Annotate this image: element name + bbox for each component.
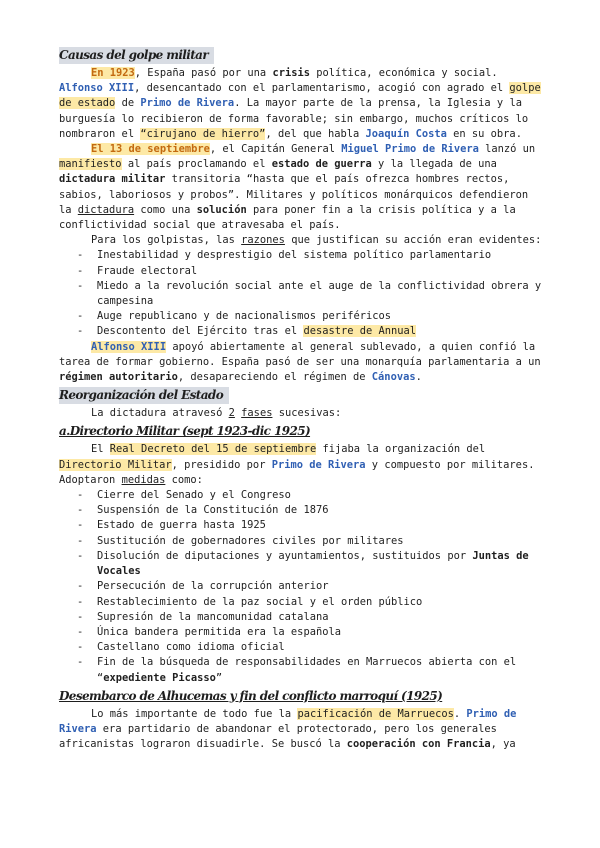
list-item: - Única bandera permitida era la española — [59, 625, 545, 640]
list-item: - Miedo a la revolución social ante el auge de la conflictividad obrera y campesina — [59, 279, 545, 309]
list-item: - Inestabilidad y desprestigio del sistema político parlamentario — [59, 248, 545, 263]
list-item: - Auge republicano y de nacionalismos periféricos — [59, 309, 545, 324]
paragraph-fases: La dictadura atravesó 2 fases sucesivas: — [91, 407, 342, 420]
list-item: - Fraude electoral — [59, 264, 545, 279]
paragraph-real-decreto: El Real Decreto del 15 de septiembre fijaba la organización del Directorio Militar, presidido por Primo de Rivera y compuesto por militares. Adoptaron medidas como: — [59, 443, 535, 486]
cirujano-de-hierro: “cirujano de hierro” — [140, 127, 266, 140]
list-item: - Restablecimiento de la paz social y el orden público — [59, 595, 545, 610]
primo-de-rivera: Primo de Rivera — [59, 707, 517, 735]
paragraph-pacificacion: Lo más importante de todo fue la pacificación de Marruecos. Primo de Rivera era partidario de abandonar el protectorado, pero los generales africanistas lograron disuadirle. Se buscó la cooperación con Francia, ya — [59, 707, 517, 751]
year-1923: En 1923 — [91, 67, 135, 79]
joaquin-costa: Joaquín Costa — [365, 127, 447, 140]
heading-causas: Causas del golpe militar — [59, 47, 214, 64]
alfonso-xiii: Alfonso XIII — [59, 82, 135, 95]
list-item: - Disolución de diputaciones y ayuntamientos, sustituidos por Juntas de Vocales — [59, 549, 545, 579]
date-13-sept: El 13 de septiembre — [91, 143, 210, 156]
list-item: - Cierre del Senado y el Congreso — [59, 488, 545, 503]
paragraph-1923: En 1923, España pasó por una crisis política, económica y social. Alfonso XIII, desencantado con el parlamentarismo, acogió con agrado el golpe de estado de Primo de Rivera. La mayor parte de la prensa, la Iglesia y la burguesía lo recibieron de forma favorable; sin embargo, muchos críticos lo nombraron el “cirujano de hierro”, del que habla Joaquín Costa en su obra. — [59, 67, 541, 140]
primo-de-rivera: Primo de Rivera — [140, 97, 235, 110]
list-item: - Descontento del Ejército tras el desastre de Annual — [59, 324, 545, 339]
paragraph-alfonso-apoyo: Alfonso XIII apoyó abiertamente al general sublevado, a quien confió la tarea de formar gobierno. España pasó de ser una monarquía parlamentaria a un régimen autoritario, desapareciendo el régimen de Cánovas. — [59, 340, 541, 384]
real-decreto: Real Decreto del 15 de septiembre — [109, 443, 317, 456]
desastre-de-annual: desastre de Annual — [303, 325, 417, 338]
reasons-list — [59, 248, 545, 339]
subheading-directorio-militar: a.Directorio Militar (sept 1923-dic 1925) — [59, 424, 311, 439]
primo-de-rivera: Primo de Rivera — [271, 458, 366, 471]
list-item: - Supresión de la mancomunidad catalana — [59, 610, 545, 625]
list-item: - Fin de la búsqueda de responsabilidades en Marruecos abierta con el “expediente Picasso” — [59, 655, 545, 685]
list-item: - Sustitución de gobernadores civiles por militares — [59, 534, 545, 549]
list-item: - Castellano como idioma oficial — [59, 640, 545, 655]
heading-reorganizacion: Reorganización del Estado — [59, 387, 229, 404]
miguel-primo-de-rivera: Miguel Primo de Rivera — [341, 143, 479, 156]
manifiesto: manifiesto — [59, 158, 122, 171]
paragraph-razones: Para los golpistas, las razones que justifican su acción eran evidentes: — [91, 234, 542, 247]
measures-list — [59, 488, 545, 686]
list-item: - Suspensión de la Constitución de 1876 — [59, 503, 545, 518]
golpe-de-estado: golpe de estado — [59, 82, 541, 110]
pacificacion-de-marruecos: pacificación de Marruecos — [297, 707, 454, 720]
document-content — [59, 45, 545, 752]
list-item: - Estado de guerra hasta 1925 — [59, 518, 545, 533]
list-item: - Persecución de la corrupción anterior — [59, 579, 545, 594]
paragraph-13-septiembre: El 13 de septiembre, el Capitán General Miguel Primo de Rivera lanzó un manifiesto al país proclamando el estado de guerra y la llegada de una dictadura militar transitoria “hasta que el país ofrezca hombres rectos, sabios, laboriosos y probos”. Militares y políticos monárquicos defendieron la dictadura como una solución para poner fin a la crisis política y a la conflictividad social que atravesaba el país. — [59, 143, 536, 232]
canovas: Cánovas — [371, 371, 416, 384]
directorio-militar: Directorio Militar — [59, 458, 172, 471]
alfonso-xiii: Alfonso XIII — [91, 340, 167, 353]
subheading-alhucemas: Desembarco de Alhucemas y fin del conflicto marroquí (1925) — [59, 688, 443, 703]
